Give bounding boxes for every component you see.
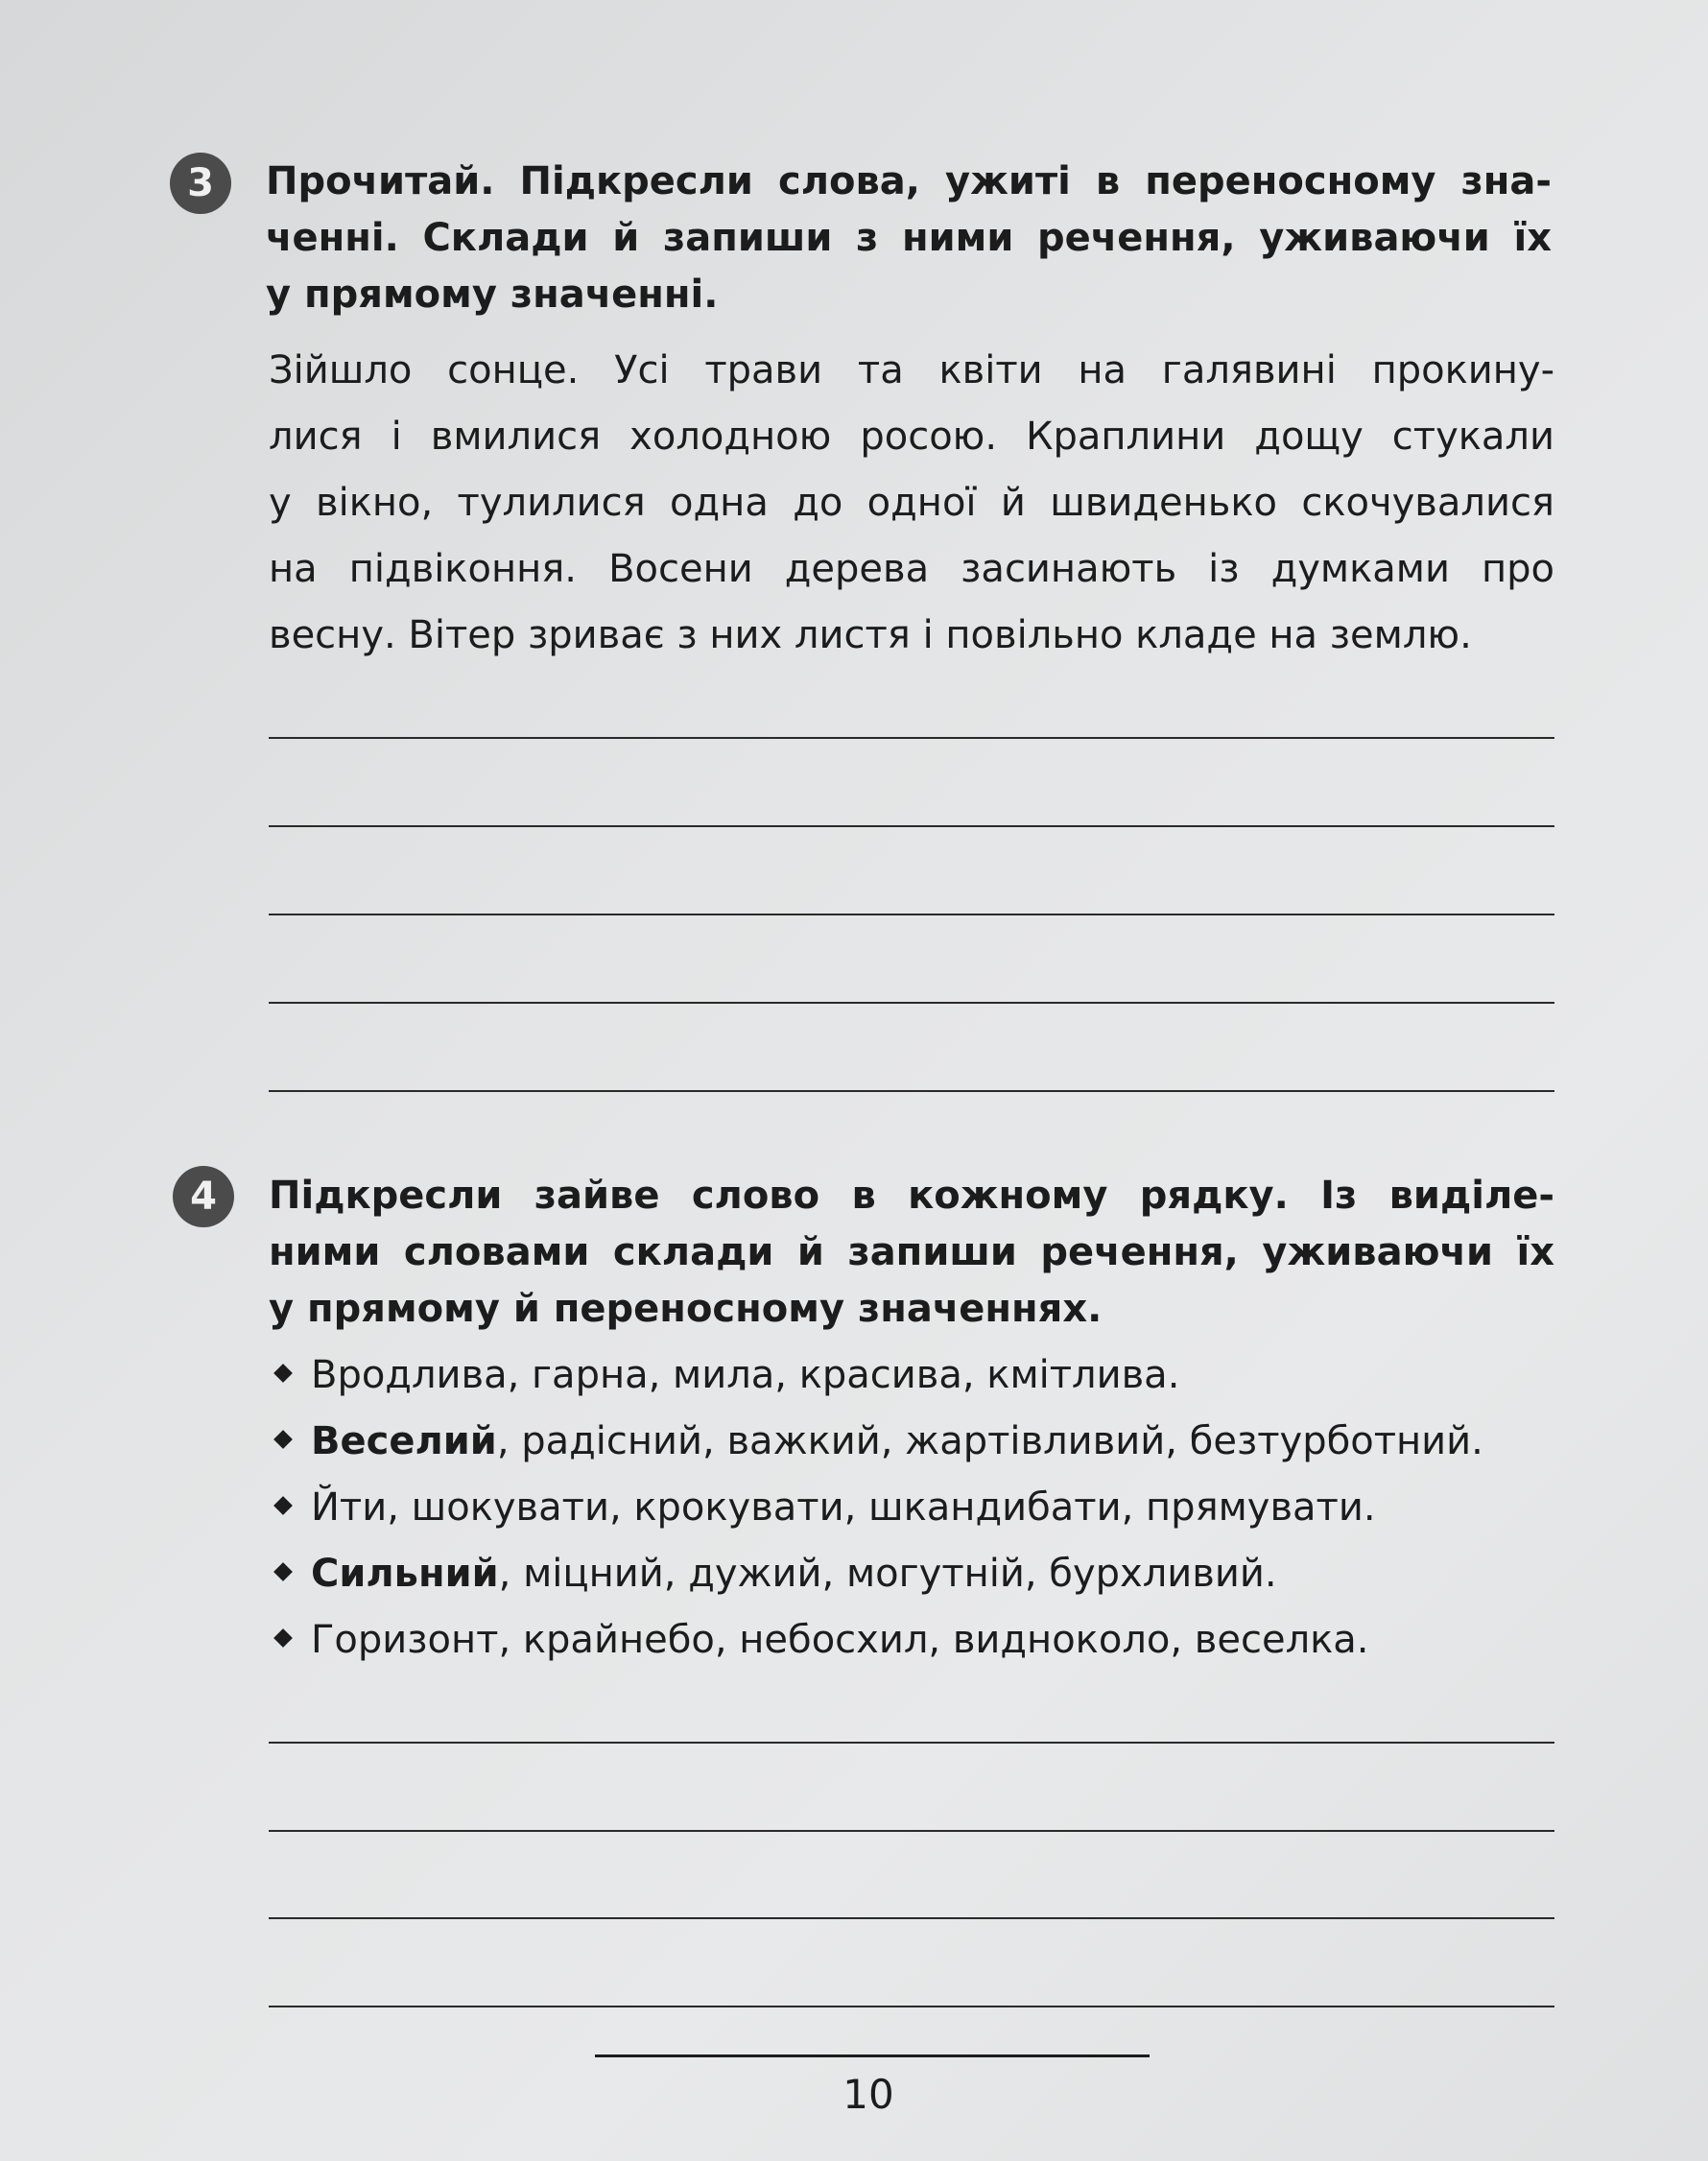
list-item-text: Йти, шокувати, крокувати, шкандибати, прямувати. bbox=[311, 1485, 1376, 1530]
task-3-instruction-line-1: Прочитай. Підкресли слова, ужиті в переносному зна- bbox=[266, 159, 1552, 203]
task-4-number-badge: 4 bbox=[173, 1166, 234, 1227]
task-3-text-line-1: Зійшло сонце. Усі трави та квіти на галявині прокину- bbox=[269, 348, 1554, 392]
diamond-bullet-icon bbox=[273, 1628, 293, 1648]
list-item-text: , міцний, дужий, могутній, бурхливий. bbox=[498, 1552, 1277, 1596]
page-number: 10 bbox=[842, 2071, 894, 2118]
task-4-instruction-line-2: ними словами склади й запиши речення, уживаючи їх bbox=[269, 1230, 1554, 1274]
task-3-answer-line-3[interactable] bbox=[269, 914, 1554, 915]
task-3-answer-line-5[interactable] bbox=[269, 1090, 1554, 1092]
footer-rule bbox=[595, 2054, 1150, 2057]
list-item bbox=[276, 1547, 1277, 1601]
task-4-answer-line-2[interactable] bbox=[269, 1830, 1554, 1832]
list-item-text: Горизонт, крайнебо, небосхил, видноколо, веселка. bbox=[311, 1618, 1369, 1662]
diamond-bullet-icon bbox=[273, 1562, 293, 1581]
task-3-instruction-line-2: ченні. Склади й запиши з ними речення, уживаючи їх bbox=[266, 216, 1552, 260]
task-3-answer-line-1[interactable] bbox=[269, 737, 1554, 739]
task-3-answer-line-4[interactable] bbox=[269, 1002, 1554, 1004]
diamond-bullet-icon bbox=[273, 1364, 293, 1383]
task-3-text-line-4: на підвіконня. Восени дерева засинають із думками про bbox=[269, 547, 1554, 591]
task-4-instruction-line-1: Підкресли зайве слово в кожному рядку. Із виділе- bbox=[269, 1174, 1554, 1218]
task-3-text-line-2: лися і вмилися холодною росою. Краплини дощу стукали bbox=[269, 415, 1554, 459]
list-item-bold-word: Сильний bbox=[311, 1552, 499, 1596]
list-item bbox=[276, 1481, 1376, 1534]
task-3-text-line-5: весну. Вітер зриває з них листя і повільно кладе на землю. bbox=[269, 613, 1472, 657]
diamond-bullet-icon bbox=[273, 1430, 293, 1449]
list-item bbox=[276, 1348, 1179, 1402]
task-4-instruction-line-3: у прямому й переносному значеннях. bbox=[269, 1287, 1103, 1331]
list-item bbox=[276, 1414, 1483, 1468]
task-3-answer-line-2[interactable] bbox=[269, 825, 1554, 827]
diamond-bullet-icon bbox=[273, 1496, 293, 1515]
list-item-text: , радісний, важкий, жартівливий, безтурботний. bbox=[496, 1419, 1483, 1463]
task-4-answer-line-1[interactable] bbox=[269, 1742, 1554, 1744]
task-3-number-badge: 3 bbox=[170, 153, 231, 214]
task-3-text-line-3: у вікно, тулилися одна до одної й швиденько скочувалися bbox=[269, 481, 1554, 525]
task-4-answer-line-3[interactable] bbox=[269, 1917, 1554, 1919]
list-item bbox=[276, 1613, 1369, 1667]
task-4-answer-line-4[interactable] bbox=[269, 2006, 1554, 2007]
list-item-bold-word: Веселий bbox=[311, 1419, 497, 1463]
list-item-text: Вродлива, гарна, мила, красива, кмітлива. bbox=[311, 1353, 1180, 1397]
task-3-instruction-line-3: у прямому значенні. bbox=[266, 273, 719, 317]
